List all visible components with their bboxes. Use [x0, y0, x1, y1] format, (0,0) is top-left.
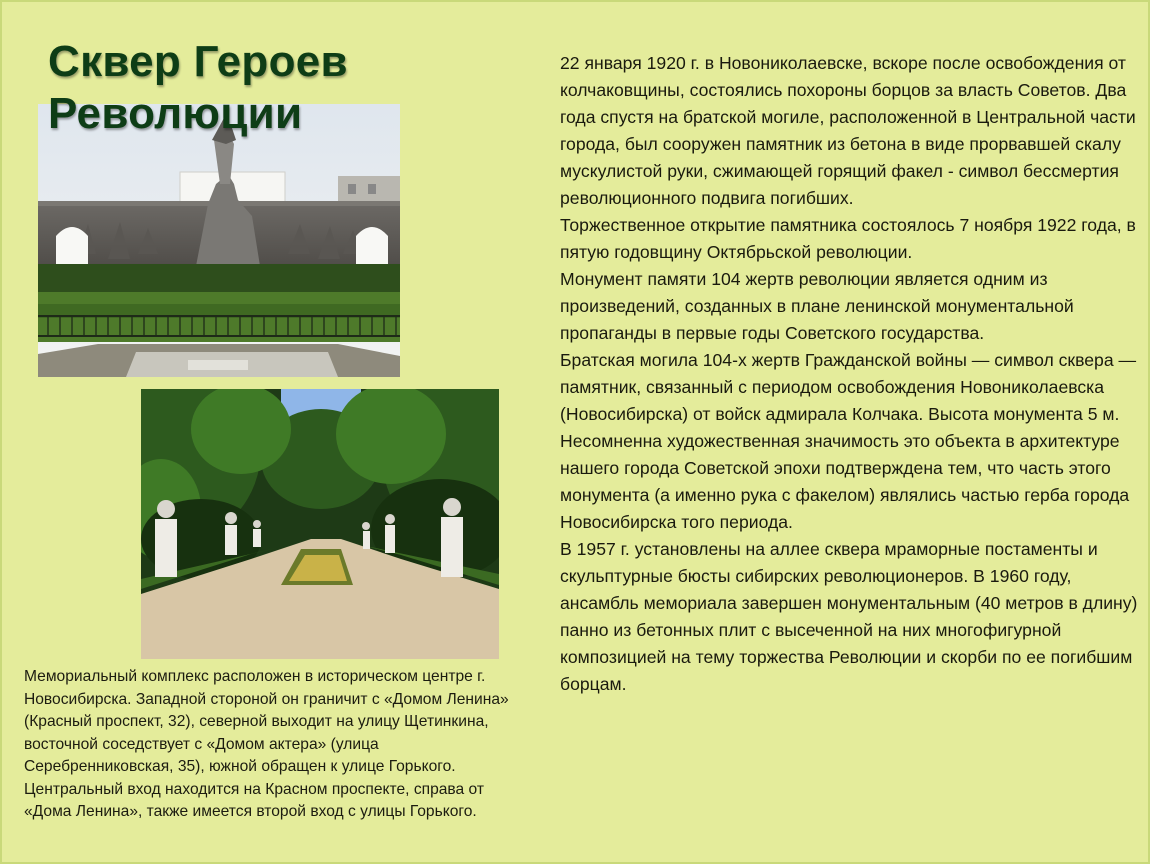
paragraph: В 1957 г. установлены на аллее сквера мраморные постаменты и скульптурные бюсты сибирских революционеров. В 1960 году, ансамбль мемориала завершен монументальным (40 метров в длину) панно из бетонных плит с высеченной на них многофигурной композицией на тему торжества Революции и скорби по ее погибшим борцам.	[560, 539, 1138, 694]
paragraph: 22 января 1920 г. в Новониколаевске, вскоре после освобождения от колчаковщины, состоялись похороны борцов за власть Советов. Два года спустя на братской могиле, расположенной в Центральной части города, был сооружен памятник из бетона в виде прорвавшей скалу мускулистой руки, сжимающей горящий факел - символ бессмертия революционного подвига погибших.	[560, 53, 1136, 208]
history-text	[560, 50, 1140, 698]
monument-photo	[38, 104, 400, 377]
paragraph: Торжественное открытие памятника состоялось 7 ноября 1922 года, в пятую годовщину Октябрьской революции.	[560, 215, 1136, 262]
paragraph: Монумент памяти 104 жертв революции является одним из произведений, созданных в плане ленинской монументальной пропаганды в первые годы Советского государства.	[560, 269, 1074, 343]
alley-photo	[141, 389, 499, 659]
slide-title: Сквер Героев Революции	[48, 37, 348, 138]
paragraph: Братская могила 104-х жертв Гражданской войны — символ сквера — памятник, связанный с периодом освобождения Новониколаевска (Новосибирска) от войск адмирала Колчака. Высота монумента 5 м. Несомненна художественная значимость это объекта в архитектуре нашего города Советской эпохи подтверждена тем, что часть этого монумента (а именно рука с факелом) являлись частью герба города Новосибирска того периода.	[560, 350, 1137, 532]
location-caption: Мемориальный комплекс расположен в историческом центре г. Новосибирска. Западной стороной он граничит с «Домом Ленина» (Красный проспект, 32), северной выходит на улицу Щетинкина, восточной соседствует с «Домом актера» (улица Серебренниковская, 35), южной обращен к улице Горького. Центральный вход находится на Красном проспекте, справа от «Дома Ленина», также имеется второй вход с улицы Горького.	[24, 668, 509, 820]
